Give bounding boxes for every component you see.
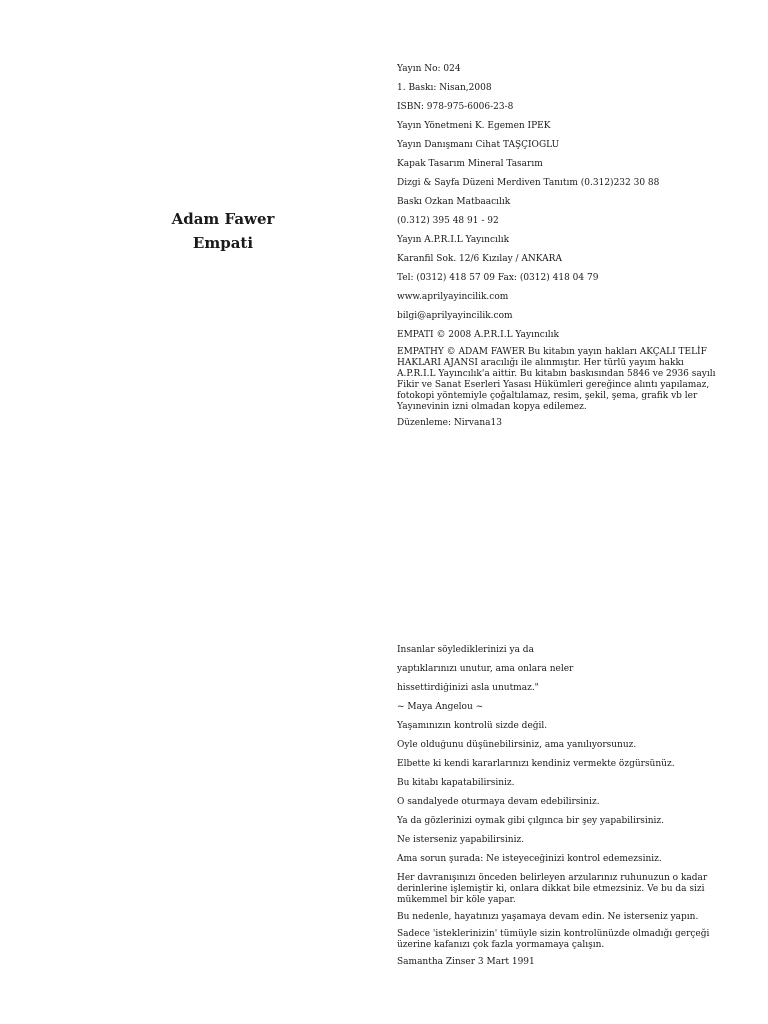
colophon-line: Yayın Yönetmeni K. Egemen İPEK: [397, 121, 551, 131]
copyright-line: EMPATİ © 2008 A.P.R.I.L Yayıncılık: [397, 330, 559, 340]
colophon-line: Yayın No: 024: [397, 64, 461, 74]
text-paragraph: Her davranışınızı önceden belirleyen arzularınız ruhunuzun o kadar derinlerine işlemiştir ki, onlara dikkat bile etmezsiniz. Ve bu da sizi mükemmel bir köle yapar.: [397, 873, 708, 905]
text-line: Öyle olduğunu düşünebilirsiniz, ama yanılıyorsunuz.: [397, 740, 637, 750]
text-paragraph: Bu nedenle, hayatınızı yaşamaya devam edin. Ne isterseniz yapın.: [397, 912, 699, 922]
text-line: Bu kitabı kapatabilirsiniz.: [397, 778, 515, 788]
text-line: Yaşamınızın kontrolü sizde değil.: [397, 721, 548, 731]
title-block: [148, 208, 298, 254]
text-line: Ama sorun şurada: Ne isteyeceğinizi kontrol edemezsiniz.: [397, 854, 662, 864]
book-title: Empati: [192, 234, 254, 252]
text-line: Elbette ki kendi kararlarınızı kendiniz vermekte özgürsünüz.: [397, 759, 675, 769]
quote-line: yaptıklarınızı unutur, ama onlara neler: [397, 664, 574, 674]
colophon-line: 1. Baskı: Nisan,2008: [397, 83, 492, 93]
colophon-line: ISBN: 978-975-6006-23-8: [397, 102, 514, 112]
colophon-line: Yayın Danışmanı Cihat TAŞÇIOĞLU: [397, 140, 560, 150]
text-line: Ya da gözlerinizi oymak gibi çılgınca bir şey yapabilirsiniz.: [397, 816, 665, 826]
text-line: O sandalyede oturmaya devam edebilirsiniz.: [397, 797, 600, 807]
colophon-line: Kapak Tasarım Mineral Tasarım: [397, 159, 543, 169]
colophon-line: Tel: (0312) 418 57 09 Fax: (0312) 418 04 79: [397, 273, 599, 283]
email-address: bilgi@aprilyayincilik.com: [397, 311, 513, 321]
rights-paragraph: EMPATHY © ADAM FAWER Bu kitabın yayın hakları AKÇALI TELİF HAKLARI AJANSI aracılığı ile alınmıştır. Her türlü yayım hakkı A.P.R.I.L Yayıncılık'a aittir. Bu kitabın baskısından 5846 ve 2936 sayılı Fikir ve Sanat Eserleri Yasası Hükümleri gereğince alıntı yapılamaz, fotokopi yöntemiyle çoğaltılamaz, resim, şekil, şema, grafik vb ler Yayınevinin izni olmadan kopya edilemez.: [397, 347, 716, 412]
colophon-line: Karanfil Sok. 12/6 Kızılay / ANKARA: [397, 254, 562, 264]
text-line: Ne isterseniz yapabilirsiniz.: [397, 835, 525, 845]
website-link: www.aprilyayincilik.com: [397, 292, 509, 302]
colophon-line: Yayın A.P.R.I.L Yayıncılık: [397, 235, 510, 245]
quote-line: hissettirdiğinizi asla unutmaz.": [397, 683, 539, 693]
author-name: Adam Fawer: [171, 210, 275, 228]
colophon-line: Dizgi & Sayfa Düzeni Merdiven Tanıtım (0.312)232 30 88: [397, 178, 660, 188]
colophon-line: (0.312) 395 48 91 - 92: [397, 216, 499, 226]
colophon: [397, 64, 722, 437]
colophon-line: Baskı Özkan Matbaacılık: [397, 197, 511, 207]
epigraph: [397, 645, 722, 976]
text-paragraph: Sadece 'isteklerinizin' tümüyle sizin kontrolünüzde olmadığı gerçeği üzerine kafanızı çok fazla yormamaya çalışın.: [397, 929, 710, 950]
editor-credit: Düzenleme: Nirvana13: [397, 418, 502, 428]
signature-line: Samantha Zinser 3 Mart 1991: [397, 957, 535, 967]
quote-line: İnsanlar söylediklerinizi ya da: [397, 645, 534, 655]
quote-attribution: ~ Maya Angelou ~: [397, 702, 484, 712]
